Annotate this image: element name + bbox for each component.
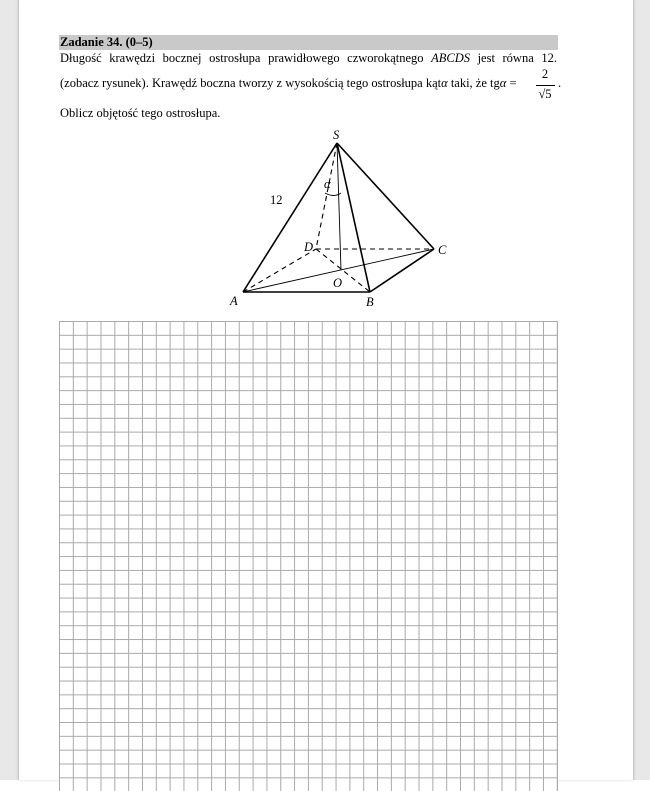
pyramid-figure: [0, 0, 650, 320]
alpha-symbol: α: [499, 76, 507, 90]
equals-sign: =: [506, 76, 517, 90]
pyramid-name: ABCDS: [431, 51, 470, 65]
edge-value: 12.: [541, 51, 557, 65]
edge-SA: [243, 143, 337, 292]
edge-SC: [337, 143, 434, 249]
line2-prefix: (zobacz rysunek). Krawędź boczna tworzy z wysokością tego ostrosłupa kąt: [60, 76, 442, 90]
word: równa: [502, 51, 534, 65]
word: bocznej: [162, 51, 202, 65]
fraction-denominator: √5: [538, 87, 552, 101]
vertex-label-C: C: [438, 243, 447, 257]
sentence-period: .: [558, 76, 562, 90]
word: jest: [477, 51, 495, 65]
point-label-O: O: [333, 276, 343, 290]
word: prawidłowego: [268, 51, 340, 65]
edge-AD: [243, 249, 316, 292]
answer-grid: [59, 321, 558, 791]
task-header: Zadanie 34. (0–5): [59, 35, 558, 50]
alpha-symbol: α: [441, 76, 448, 90]
word: ostrosłupa: [209, 51, 261, 65]
fraction-numerator: 2: [541, 67, 549, 81]
vertex-label-D: D: [304, 240, 314, 254]
line2-mid: taki, że tg: [447, 76, 500, 90]
vertex-label-S: S: [333, 128, 340, 142]
edge-BC: [370, 249, 434, 292]
vertex-label-A: A: [230, 294, 238, 308]
word: krawędzi: [109, 51, 156, 65]
word: czworokątnego: [347, 51, 424, 65]
vertex-label-B: B: [366, 295, 374, 309]
edge-length-label: 12: [270, 193, 283, 207]
task-text-line-3: Oblicz objętość tego ostrosłupa.: [60, 106, 221, 120]
word: Długość: [60, 51, 102, 65]
angle-label: α: [324, 177, 331, 191]
